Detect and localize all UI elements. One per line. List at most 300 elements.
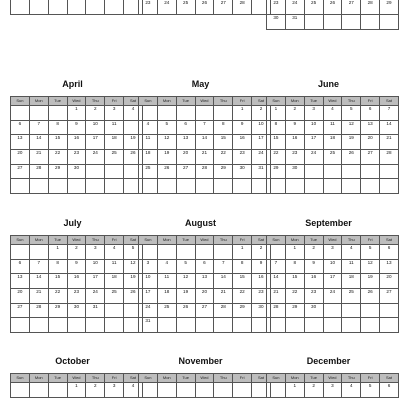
day-cell: 10 — [86, 120, 105, 135]
weekday-label: Tue — [304, 374, 323, 383]
weekday-label: Sat — [124, 97, 143, 106]
day-cell — [29, 245, 48, 260]
month-title: May — [191, 79, 210, 89]
weekday-label: Sat — [124, 374, 143, 383]
day-cell — [86, 179, 105, 194]
day-cell — [342, 15, 361, 30]
day-cell: 24 — [252, 150, 271, 165]
day-cell: 10 — [252, 120, 271, 135]
day-cell — [48, 318, 67, 333]
day-cell — [361, 164, 380, 179]
weekday-label: Mon — [157, 236, 176, 245]
day-cell: 15 — [48, 135, 67, 150]
day-cell — [285, 179, 304, 194]
day-cell — [214, 245, 233, 260]
day-cell: 30 — [304, 303, 323, 318]
day-cell: 18 — [105, 274, 124, 289]
day-cell: 6 — [11, 259, 30, 274]
day-cell: 16 — [252, 274, 271, 289]
day-cell: 10 — [86, 259, 105, 274]
weekday-label: Thu — [214, 97, 233, 106]
weekday-label: Wed — [67, 97, 86, 106]
weekday-header-row — [11, 236, 143, 245]
day-cell: 21 — [267, 289, 286, 304]
day-cell: 12 — [176, 274, 195, 289]
day-cell: 26 — [323, 0, 342, 15]
week-row — [267, 245, 399, 260]
day-cell: 4 — [342, 245, 361, 260]
weekday-label: Mon — [29, 97, 48, 106]
week-row — [11, 164, 143, 179]
weekday-label: Mon — [29, 236, 48, 245]
day-cell: 6 — [176, 120, 195, 135]
day-cell — [233, 179, 252, 194]
day-cell — [67, 179, 86, 194]
weekday-label: Fri — [233, 97, 252, 106]
day-cell — [380, 318, 399, 333]
day-cell: 4 — [157, 259, 176, 274]
day-cell — [380, 15, 399, 30]
month-title: June — [317, 79, 339, 89]
weekday-header-row — [139, 374, 271, 383]
day-cell: 21 — [29, 289, 48, 304]
day-cell — [105, 179, 124, 194]
day-cell — [11, 0, 30, 15]
day-cell: 23 — [67, 289, 86, 304]
day-cell: 14 — [267, 274, 286, 289]
week-row — [139, 0, 271, 15]
day-cell: 8 — [214, 120, 233, 135]
week-row — [11, 120, 143, 135]
day-cell — [105, 303, 124, 318]
day-cell: 17 — [304, 135, 323, 150]
day-cell — [157, 383, 176, 398]
day-cell: 9 — [67, 120, 86, 135]
day-cell: 14 — [29, 274, 48, 289]
week-row — [139, 164, 271, 179]
day-cell: 26 — [195, 0, 214, 15]
week-row — [11, 179, 143, 194]
day-cell — [67, 0, 86, 15]
day-cell: 3 — [323, 383, 342, 398]
day-cell: 19 — [361, 274, 380, 289]
day-cell — [29, 179, 48, 194]
weekday-label: Wed — [195, 236, 214, 245]
day-cell — [48, 106, 67, 121]
day-cell: 30 — [285, 164, 304, 179]
day-cell: 16 — [304, 274, 323, 289]
day-cell: 29 — [233, 303, 252, 318]
day-cell: 16 — [233, 135, 252, 150]
weekday-label: Tue — [48, 374, 67, 383]
day-cell: 8 — [233, 259, 252, 274]
day-cell: 27 — [195, 303, 214, 318]
day-cell: 26 — [124, 289, 143, 304]
day-cell — [267, 318, 286, 333]
day-cell: 8 — [48, 120, 67, 135]
day-cell: 2 — [285, 106, 304, 121]
weekday-label: Thu — [342, 97, 361, 106]
day-cell: 25 — [176, 0, 195, 15]
day-cell — [11, 318, 30, 333]
day-cell: 29 — [48, 164, 67, 179]
month-title: December — [306, 356, 351, 366]
day-cell: 27 — [11, 164, 30, 179]
day-cell — [67, 318, 86, 333]
day-cell: 18 — [157, 289, 176, 304]
day-cell: 17 — [86, 274, 105, 289]
day-cell: 13 — [195, 274, 214, 289]
weekday-label: Sat — [252, 97, 271, 106]
day-cell — [214, 383, 233, 398]
day-cell — [233, 383, 252, 398]
day-cell: 5 — [124, 245, 143, 260]
weekday-label: Wed — [323, 97, 342, 106]
weekday-label: Tue — [176, 97, 195, 106]
week-row — [11, 245, 143, 260]
day-cell: 1 — [267, 106, 286, 121]
weekday-label: Fri — [361, 236, 380, 245]
weekday-label: Sun — [267, 97, 286, 106]
day-cell: 30 — [267, 15, 286, 30]
month-title: October — [55, 356, 90, 366]
day-cell — [48, 0, 67, 15]
weekday-label: Wed — [323, 374, 342, 383]
weekday-label: Sat — [252, 236, 271, 245]
week-row — [139, 318, 271, 333]
weekday-label: Sun — [11, 97, 30, 106]
day-cell: 20 — [11, 150, 30, 165]
week-row — [267, 150, 399, 165]
day-cell: 19 — [124, 274, 143, 289]
week-row — [267, 274, 399, 289]
day-cell: 8 — [285, 259, 304, 274]
day-cell: 8 — [267, 120, 286, 135]
day-cell — [176, 318, 195, 333]
weekday-label: Tue — [176, 374, 195, 383]
day-cell: 13 — [380, 259, 399, 274]
month-grid — [10, 373, 143, 398]
day-cell: 16 — [67, 274, 86, 289]
week-row — [267, 120, 399, 135]
day-cell: 28 — [195, 164, 214, 179]
day-cell: 3 — [139, 259, 158, 274]
day-cell: 4 — [342, 383, 361, 398]
weekday-label: Thu — [214, 236, 233, 245]
week-row — [267, 106, 399, 121]
month-grid — [138, 235, 271, 333]
weekday-label: Mon — [157, 97, 176, 106]
day-cell: 18 — [139, 150, 158, 165]
day-cell: 1 — [67, 106, 86, 121]
day-cell: 7 — [380, 106, 399, 121]
day-cell: 1 — [48, 245, 67, 260]
month-title: April — [62, 79, 83, 89]
day-cell: 30 — [252, 303, 271, 318]
day-cell: 3 — [105, 106, 124, 121]
week-row — [139, 245, 271, 260]
day-cell: 28 — [361, 0, 380, 15]
day-cell: 27 — [176, 164, 195, 179]
day-cell: 10 — [139, 274, 158, 289]
month-grid — [10, 0, 143, 15]
day-cell: 9 — [304, 259, 323, 274]
day-cell: 9 — [285, 120, 304, 135]
day-cell: 20 — [195, 289, 214, 304]
week-row — [267, 318, 399, 333]
day-cell — [267, 245, 286, 260]
weekday-label: Thu — [86, 236, 105, 245]
day-cell: 7 — [195, 120, 214, 135]
month-grid — [138, 96, 271, 194]
day-cell: 1 — [67, 383, 86, 398]
weekday-label: Sun — [139, 97, 158, 106]
week-row — [139, 150, 271, 165]
day-cell: 26 — [176, 303, 195, 318]
day-cell: 3 — [304, 106, 323, 121]
day-cell: 4 — [124, 383, 143, 398]
day-cell — [11, 245, 30, 260]
weekday-label: Fri — [105, 236, 124, 245]
day-cell — [139, 106, 158, 121]
month-grid — [266, 0, 399, 30]
day-cell — [11, 106, 30, 121]
day-cell: 2 — [86, 106, 105, 121]
day-cell: 27 — [380, 289, 399, 304]
day-cell: 23 — [252, 289, 271, 304]
day-cell — [342, 303, 361, 318]
weekday-header-row — [139, 97, 271, 106]
day-cell — [157, 245, 176, 260]
weekday-label: Fri — [361, 374, 380, 383]
day-cell — [323, 303, 342, 318]
week-row — [267, 135, 399, 150]
day-cell: 23 — [139, 0, 158, 15]
week-row — [11, 150, 143, 165]
day-cell: 6 — [380, 245, 399, 260]
day-cell: 1 — [285, 245, 304, 260]
week-row — [267, 289, 399, 304]
day-cell: 31 — [86, 303, 105, 318]
day-cell: 29 — [214, 164, 233, 179]
day-cell — [323, 164, 342, 179]
weekday-header-row — [267, 236, 399, 245]
weekday-label: Sun — [139, 374, 158, 383]
day-cell: 14 — [380, 120, 399, 135]
day-cell: 20 — [361, 135, 380, 150]
weekday-header-row — [267, 97, 399, 106]
weekday-label: Wed — [195, 374, 214, 383]
day-cell — [48, 179, 67, 194]
day-cell: 1 — [285, 383, 304, 398]
weekday-label: Sat — [252, 374, 271, 383]
day-cell — [157, 179, 176, 194]
month-grid — [266, 235, 399, 333]
day-cell: 20 — [380, 274, 399, 289]
day-cell: 1 — [233, 106, 252, 121]
weekday-label: Sun — [139, 236, 158, 245]
week-row — [139, 106, 271, 121]
weekday-header-row — [267, 374, 399, 383]
day-cell: 6 — [11, 120, 30, 135]
week-row — [139, 135, 271, 150]
day-cell — [157, 318, 176, 333]
day-cell: 28 — [214, 303, 233, 318]
weekday-label: Thu — [86, 97, 105, 106]
day-cell: 19 — [124, 135, 143, 150]
week-row — [11, 259, 143, 274]
day-cell: 28 — [267, 303, 286, 318]
day-cell: 14 — [29, 135, 48, 150]
day-cell: 27 — [11, 303, 30, 318]
weekday-label: Wed — [323, 236, 342, 245]
day-cell — [214, 318, 233, 333]
week-row — [267, 179, 399, 194]
day-cell: 7 — [29, 259, 48, 274]
weekday-label: Sun — [267, 236, 286, 245]
day-cell — [195, 318, 214, 333]
day-cell: 1 — [233, 245, 252, 260]
day-cell: 11 — [342, 259, 361, 274]
day-cell: 18 — [105, 135, 124, 150]
day-cell — [176, 106, 195, 121]
weekday-label: Sun — [267, 374, 286, 383]
day-cell: 31 — [285, 15, 304, 30]
month-grid — [138, 373, 271, 398]
day-cell: 27 — [342, 0, 361, 15]
day-cell: 4 — [105, 245, 124, 260]
day-cell: 11 — [105, 120, 124, 135]
weekday-header-row — [139, 236, 271, 245]
day-cell — [195, 383, 214, 398]
weekday-label: Wed — [195, 97, 214, 106]
week-row — [139, 120, 271, 135]
day-cell: 24 — [285, 0, 304, 15]
day-cell — [139, 245, 158, 260]
day-cell — [176, 179, 195, 194]
day-cell: 5 — [342, 106, 361, 121]
day-cell: 17 — [323, 274, 342, 289]
day-cell: 23 — [285, 150, 304, 165]
day-cell — [214, 106, 233, 121]
day-cell: 14 — [214, 274, 233, 289]
day-cell: 19 — [342, 135, 361, 150]
day-cell: 8 — [48, 259, 67, 274]
month-title: August — [185, 218, 216, 228]
weekday-label: Sat — [380, 97, 399, 106]
day-cell: 21 — [214, 289, 233, 304]
day-cell: 9 — [233, 120, 252, 135]
weekday-label: Tue — [176, 236, 195, 245]
day-cell: 18 — [342, 274, 361, 289]
day-cell: 4 — [323, 106, 342, 121]
day-cell: 2 — [252, 106, 271, 121]
day-cell: 11 — [105, 259, 124, 274]
day-cell: 2 — [252, 245, 271, 260]
week-row — [11, 274, 143, 289]
day-cell — [139, 383, 158, 398]
day-cell: 2 — [304, 383, 323, 398]
day-cell — [157, 106, 176, 121]
day-cell: 31 — [252, 164, 271, 179]
day-cell: 15 — [48, 274, 67, 289]
day-cell: 5 — [157, 120, 176, 135]
day-cell: 23 — [233, 150, 252, 165]
day-cell — [380, 179, 399, 194]
day-cell: 12 — [342, 120, 361, 135]
day-cell — [304, 15, 323, 30]
day-cell: 13 — [176, 135, 195, 150]
day-cell — [29, 383, 48, 398]
day-cell — [380, 303, 399, 318]
day-cell: 24 — [157, 0, 176, 15]
day-cell: 21 — [29, 150, 48, 165]
day-cell: 28 — [380, 150, 399, 165]
day-cell — [11, 383, 30, 398]
week-row — [139, 289, 271, 304]
week-row — [11, 0, 143, 15]
weekday-label: Sun — [11, 374, 30, 383]
weekday-label: Tue — [304, 97, 323, 106]
day-cell: 24 — [139, 303, 158, 318]
day-cell: 26 — [157, 164, 176, 179]
day-cell: 5 — [176, 259, 195, 274]
day-cell — [304, 164, 323, 179]
day-cell: 11 — [139, 135, 158, 150]
day-cell — [342, 179, 361, 194]
day-cell — [195, 245, 214, 260]
day-cell: 22 — [233, 289, 252, 304]
day-cell: 25 — [157, 303, 176, 318]
day-cell: 26 — [124, 150, 143, 165]
day-cell — [86, 164, 105, 179]
day-cell: 29 — [380, 0, 399, 15]
day-cell: 26 — [342, 150, 361, 165]
day-cell: 29 — [48, 303, 67, 318]
weekday-label: Mon — [285, 374, 304, 383]
weekday-label: Sat — [124, 236, 143, 245]
day-cell: 23 — [304, 289, 323, 304]
day-cell: 10 — [304, 120, 323, 135]
weekday-header-row — [11, 97, 143, 106]
week-row — [139, 274, 271, 289]
day-cell: 15 — [233, 274, 252, 289]
weekday-label: Tue — [48, 236, 67, 245]
day-cell — [176, 383, 195, 398]
day-cell: 19 — [176, 289, 195, 304]
weekday-label: Wed — [67, 236, 86, 245]
day-cell: 24 — [304, 150, 323, 165]
day-cell: 11 — [157, 274, 176, 289]
day-cell: 4 — [124, 106, 143, 121]
day-cell: 25 — [304, 0, 323, 15]
day-cell: 5 — [361, 245, 380, 260]
day-cell: 7 — [214, 259, 233, 274]
week-row — [267, 259, 399, 274]
day-cell — [214, 179, 233, 194]
day-cell — [48, 383, 67, 398]
week-row — [11, 383, 143, 398]
day-cell — [323, 15, 342, 30]
day-cell: 6 — [361, 106, 380, 121]
weekday-label: Sun — [11, 236, 30, 245]
day-cell — [11, 179, 30, 194]
day-cell — [342, 164, 361, 179]
day-cell: 2 — [67, 245, 86, 260]
day-cell — [29, 106, 48, 121]
day-cell: 13 — [11, 135, 30, 150]
week-row — [11, 106, 143, 121]
